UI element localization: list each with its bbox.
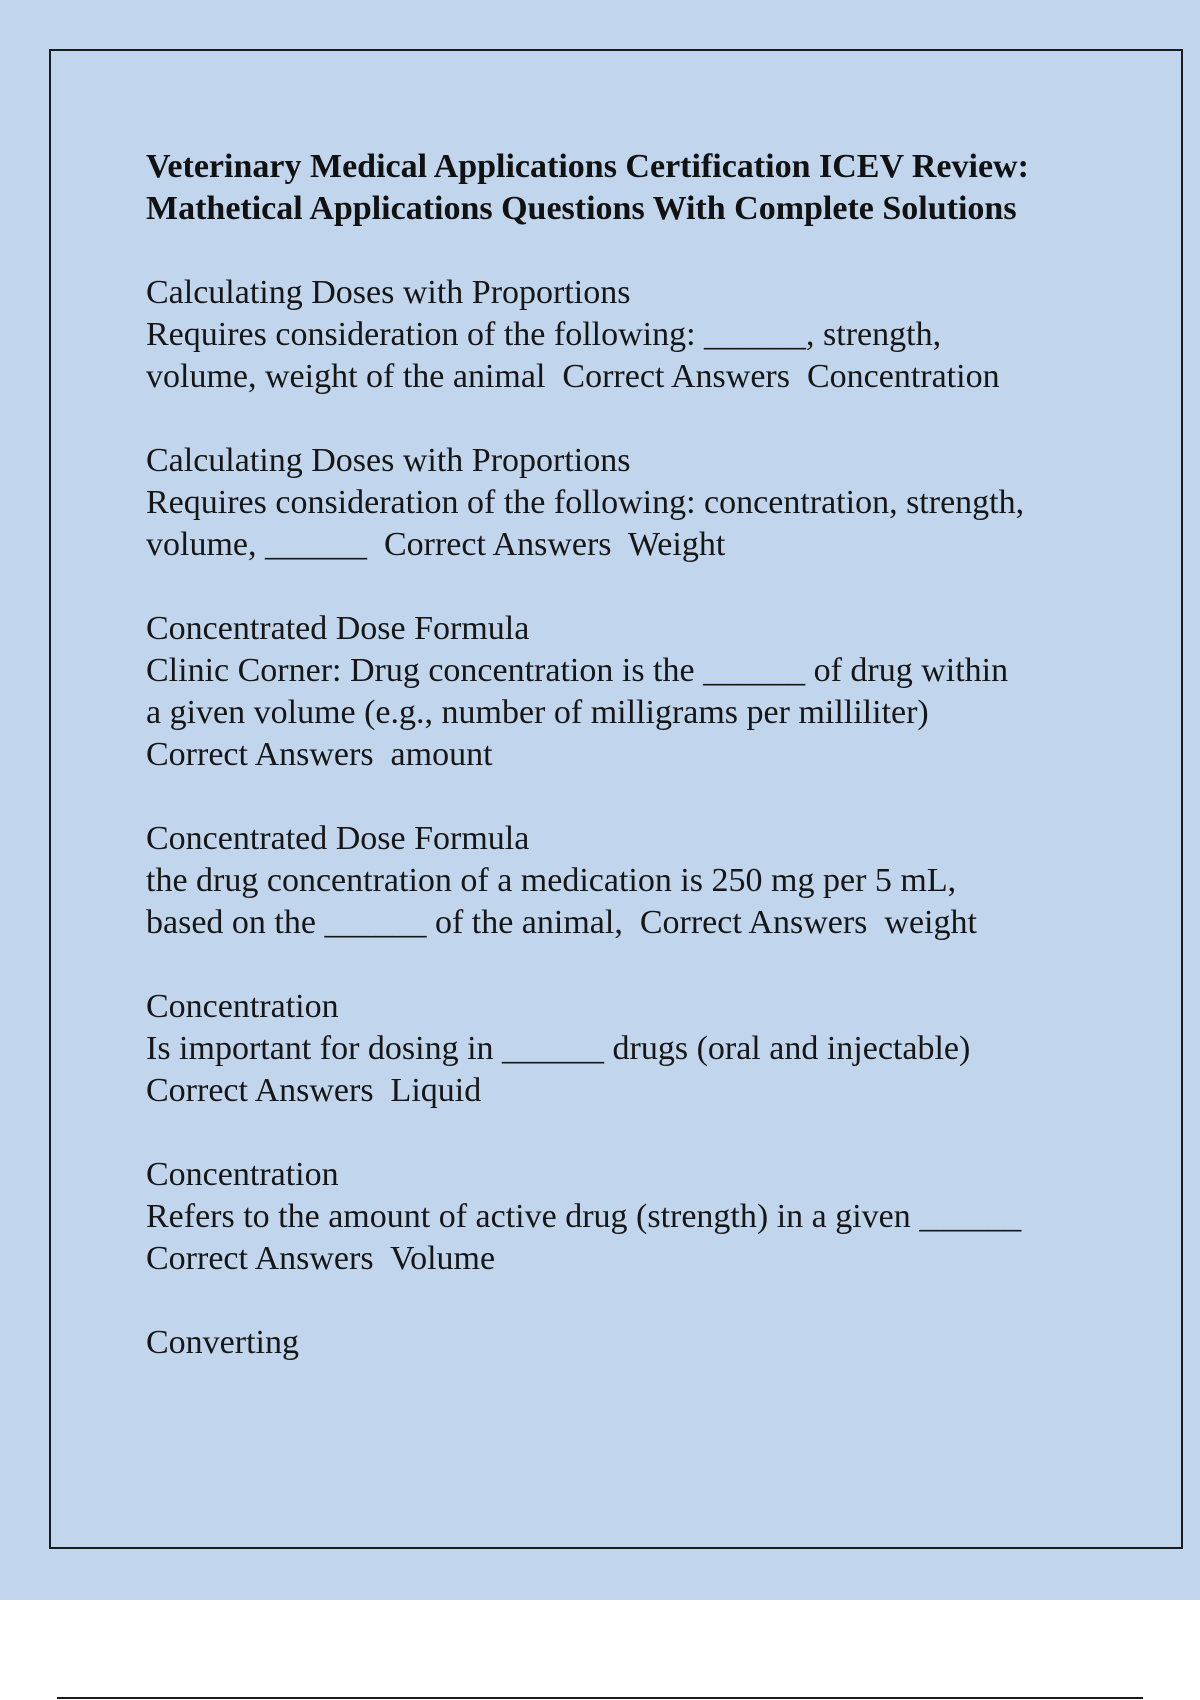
qa-item-6 xyxy=(146,1154,1106,1280)
qa-heading: Concentration xyxy=(146,1156,339,1193)
qa-text-line: Refers to the amount of active drug (strength) in a given ______ xyxy=(146,1198,1022,1235)
qa-heading: Concentrated Dose Formula xyxy=(146,610,530,647)
qa-item-7 xyxy=(146,1322,1106,1364)
qa-text-line: volume, ______ Correct Answers Weight xyxy=(146,526,726,563)
qa-heading: Concentration xyxy=(146,988,339,1025)
document-title: Veterinary Medical Applications Certification ICEV Review: Mathetical Applications Questions With Complete Solutions xyxy=(146,148,1029,227)
qa-text-line: Correct Answers Volume xyxy=(146,1240,496,1277)
qa-text-line: Requires consideration of the following: concentration, strength, xyxy=(146,484,1025,521)
qa-text-line: based on the ______ of the animal, Correct Answers weight xyxy=(146,904,977,941)
qa-item-2 xyxy=(146,440,1106,566)
qa-text-line: Clinic Corner: Drug concentration is the ______ of drug within xyxy=(146,652,1009,689)
qa-heading: Calculating Doses with Proportions xyxy=(146,274,631,311)
footer-rule xyxy=(57,1697,1143,1699)
qa-item-3 xyxy=(146,608,1106,776)
qa-text-line: the drug concentration of a medication is 250 mg per 5 mL, xyxy=(146,862,957,899)
document-content xyxy=(146,146,1106,1406)
qa-heading: Concentrated Dose Formula xyxy=(146,820,530,857)
qa-text-line: volume, weight of the animal Correct Answers Concentration xyxy=(146,358,1000,395)
qa-item-4 xyxy=(146,818,1106,944)
qa-heading: Calculating Doses with Proportions xyxy=(146,442,631,479)
qa-text-line: Correct Answers amount xyxy=(146,736,493,773)
qa-item-1 xyxy=(146,272,1106,398)
qa-text-line: Requires consideration of the following: ______, strength, xyxy=(146,316,942,353)
qa-text-line: Is important for dosing in ______ drugs (oral and injectable) xyxy=(146,1030,971,1067)
qa-item-5 xyxy=(146,986,1106,1112)
qa-text-line: a given volume (e.g., number of milligrams per milliliter) xyxy=(146,694,929,731)
qa-text-line: Correct Answers Liquid xyxy=(146,1072,482,1109)
qa-heading: Converting xyxy=(146,1324,299,1361)
